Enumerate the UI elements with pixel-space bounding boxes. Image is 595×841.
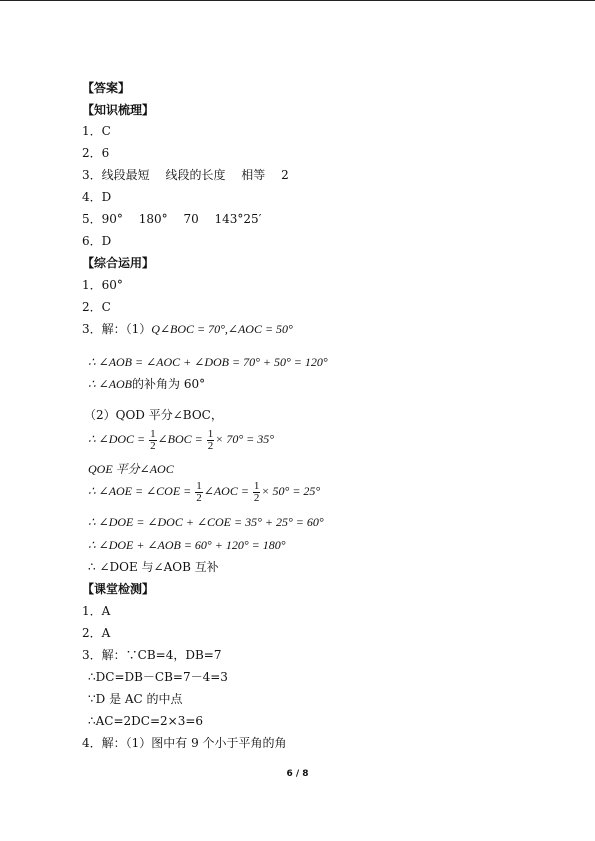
fraction-num: 1: [207, 427, 214, 440]
classroom-q4-line1: 4．解：（1）图中有 9 个小于平角的角: [82, 736, 287, 750]
application-q3-line5: [88, 426, 274, 452]
fraction-num: 1: [150, 427, 156, 440]
q3-line7-b: ∠AOC =: [203, 484, 249, 498]
application-q3-part2: （2）QOD 平分∠BOC，: [84, 408, 223, 422]
page-number: 6 / 8: [286, 769, 309, 779]
q3-line7-c: × 50° = 25°: [261, 484, 321, 498]
q3-line3-text: 的补角为 60°: [132, 377, 206, 391]
fraction-one-half: [207, 429, 215, 452]
fraction-den: 2: [253, 491, 260, 504]
knowledge-item-5: 5．90° 180° 70 143°25′: [82, 212, 262, 226]
application-q3-line10: ∴ ∠DOE 与∠AOB 互补: [88, 560, 219, 574]
fraction-one-half: [253, 481, 261, 504]
q3-line7-a: ∴ ∠AOE = ∠COE =: [88, 484, 192, 498]
q3-prefix: 3．解：（1）: [82, 322, 152, 336]
section-header-classroom: 【课堂检测】: [82, 582, 155, 596]
fraction-den: 2: [150, 439, 156, 452]
classroom-item-1: 1．A: [82, 604, 111, 618]
classroom-q3-line2: ∴DC=DB－CB=7－4=3: [88, 670, 228, 684]
knowledge-item-6: 6．D: [82, 234, 112, 248]
application-q3-line7: [88, 478, 320, 504]
section-header-application: 【综合运用】: [82, 256, 155, 270]
q3-line5-a: ∴ ∠DOC =: [88, 432, 146, 446]
application-item-2: 2．C: [82, 300, 111, 314]
fraction-num: 1: [196, 479, 202, 492]
knowledge-item-2: 2．6: [82, 146, 110, 160]
fraction-one-half: [195, 481, 203, 504]
knowledge-item-1: 1．C: [82, 124, 111, 138]
application-item-1: 1．60°: [82, 278, 123, 292]
fraction-num: 1: [253, 479, 260, 492]
application-q3-line1: [82, 322, 293, 336]
q3-line5-c: × 70° = 35°: [215, 432, 275, 446]
classroom-q3-line4: ∴AC=2DC=2×3=6: [88, 714, 204, 728]
section-header-knowledge: 【知识梳理】: [82, 103, 155, 117]
application-q3-line6: QOE 平分∠AOC: [88, 462, 174, 476]
section-header-answer: 【答案】: [82, 81, 131, 95]
top-border: [0, 0, 595, 1]
fraction-den: 2: [207, 439, 214, 452]
application-q3-line8: ∴ ∠DOE = ∠DOC + ∠COE = 35° + 25° = 60°: [88, 515, 324, 529]
q3-line5-b: ∠BOC =: [157, 432, 203, 446]
classroom-q3-line1: 3．解：∵CB=4，DB=7: [82, 648, 222, 662]
q3-given: Q∠BOC = 70°,∠AOC = 50°: [151, 322, 293, 336]
knowledge-item-3: 3．线段最短 线段的长度 相等 2: [82, 168, 289, 182]
classroom-item-2: 2．A: [82, 626, 111, 640]
fraction-den: 2: [196, 491, 202, 504]
classroom-q3-line3: ∵D 是 AC 的中点: [88, 692, 183, 706]
application-q3-line9: ∴ ∠DOE + ∠AOB = 60° + 120° = 180°: [88, 538, 286, 552]
q3-line3-math: ∴ ∠AOB: [88, 377, 133, 391]
fraction-one-half: [149, 429, 157, 452]
application-q3-line3: [88, 377, 205, 391]
application-q3-line2: ∴ ∠AOB = ∠AOC + ∠DOB = 70° + 50° = 120°: [88, 355, 328, 369]
knowledge-item-4: 4．D: [82, 190, 112, 204]
